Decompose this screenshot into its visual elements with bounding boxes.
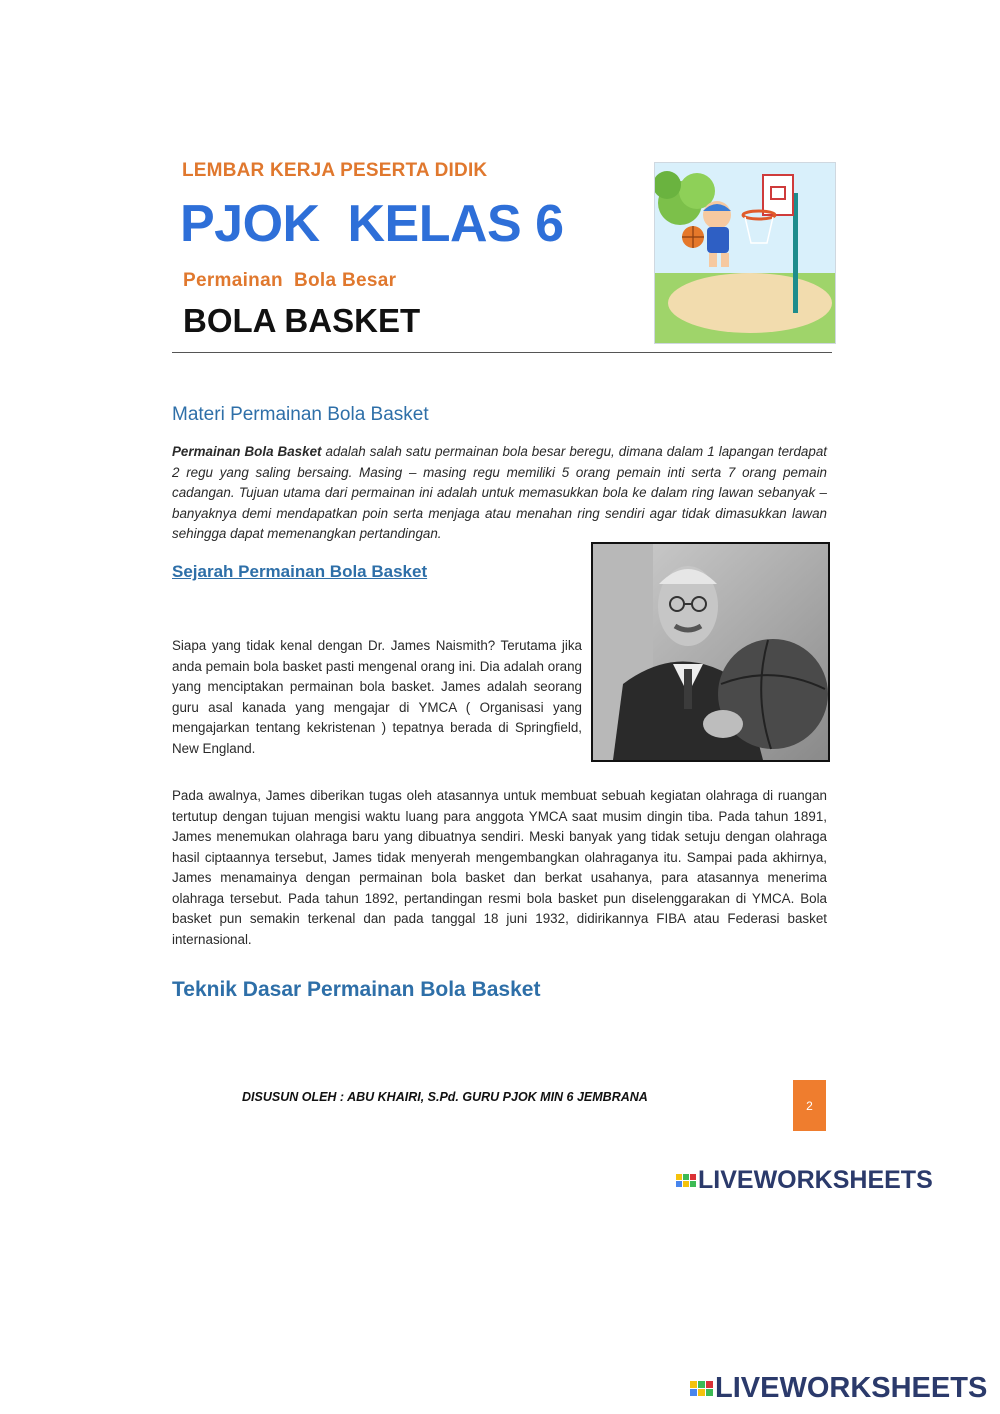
materi-heading: Materi Permainan Bola Basket [172, 404, 429, 425]
category-subtitle: Permainan Bola Besar [183, 270, 397, 291]
liveworksheets-wordmark: LIVEWORKSHEETS [715, 1372, 988, 1404]
liveworksheets-logo-bottom[interactable] [690, 1372, 987, 1405]
materi-body: adalah salah satu permainan bola besar beregu, dimana dalam 1 lapangan terdapat 2 regu yang saling bersaing. Masing – masing regu memiliki 5 orang pemain inti serta 7 orang pemain cadangan. Tujuan utama dari permainan ini adalah untuk memasukkan bola ke dalam ring lawan sebanyak – banyaknya demi mendapatkan poin serta menjaga atau menahan ring sendiri agar tidak dimasukkan lawan sehingga dapat memenangkan pertandingan. [172, 444, 827, 541]
history-paragraph: Pada awalnya, James diberikan tugas oleh atasannya untuk membuat sebuah kegiatan olahraga di ruangan tertutup dengan tujuan mengisi waktu luang para anggota YMCA saat musim dingin tiba. Pada tahun 1891, James menemukan olahraga baru yang dibuatnya sendiri. Meski banyak yang tidak setuju dengan olahraga hasil ciptaannya tersebut, James tidak menyerah mengembangkan olahraganya itu. Sampai pada akhirnya, James menamainya dengan permainan bola basket dan berkat usahanya, para atasannya menerima olahraga tersebut. Pada tahun 1892, pertandingan resmi bola basket pun diselenggarakan di YMCA. Bola basket pun semakin terkenal dan pada tanggal 18 juni 1932, didirikannya FIBA atau Federasi basket internasional. [172, 788, 827, 947]
page-number-badge: 2 [793, 1080, 826, 1131]
page-title: PJOK KELAS 6 [180, 195, 564, 253]
worksheet-kicker: LEMBAR KERJA PESERTA DIDIK [182, 160, 488, 181]
liveworksheets-logo[interactable] [676, 1166, 933, 1195]
sejarah-heading: Sejarah Permainan Bola Basket [172, 562, 428, 581]
teknik-heading: Teknik Dasar Permainan Bola Basket [172, 978, 541, 1001]
liveworksheets-icon [690, 1381, 713, 1396]
naismith-photo [591, 542, 830, 762]
header-divider [172, 352, 832, 353]
materi-lead: Permainan Bola Basket [172, 444, 322, 459]
naismith-paragraph: Siapa yang tidak kenal dengan Dr. James Naismith? Terutama jika anda pemain bola basket pasti mengenal orang ini. Dia adalah orang yang menciptakan permainan bola basket. James adalah seorang guru asal kanada yang mengajar di YMCA ( Organisasi yang mengajarkan tentang kekristenan ) tepatnya berada di Springfield, New England. [172, 638, 582, 756]
liveworksheets-icon [676, 1174, 696, 1187]
author-credit: DISUSUN OLEH : ABU KHAIRI, S.Pd. GURU PJOK MIN 6 JEMBRANA [242, 1090, 648, 1104]
basketball-kid-illustration [654, 162, 836, 344]
liveworksheets-wordmark: LIVEWORKSHEETS [698, 1166, 933, 1194]
topic-title: BOLA BASKET [183, 302, 421, 339]
materi-paragraph [172, 442, 827, 545]
